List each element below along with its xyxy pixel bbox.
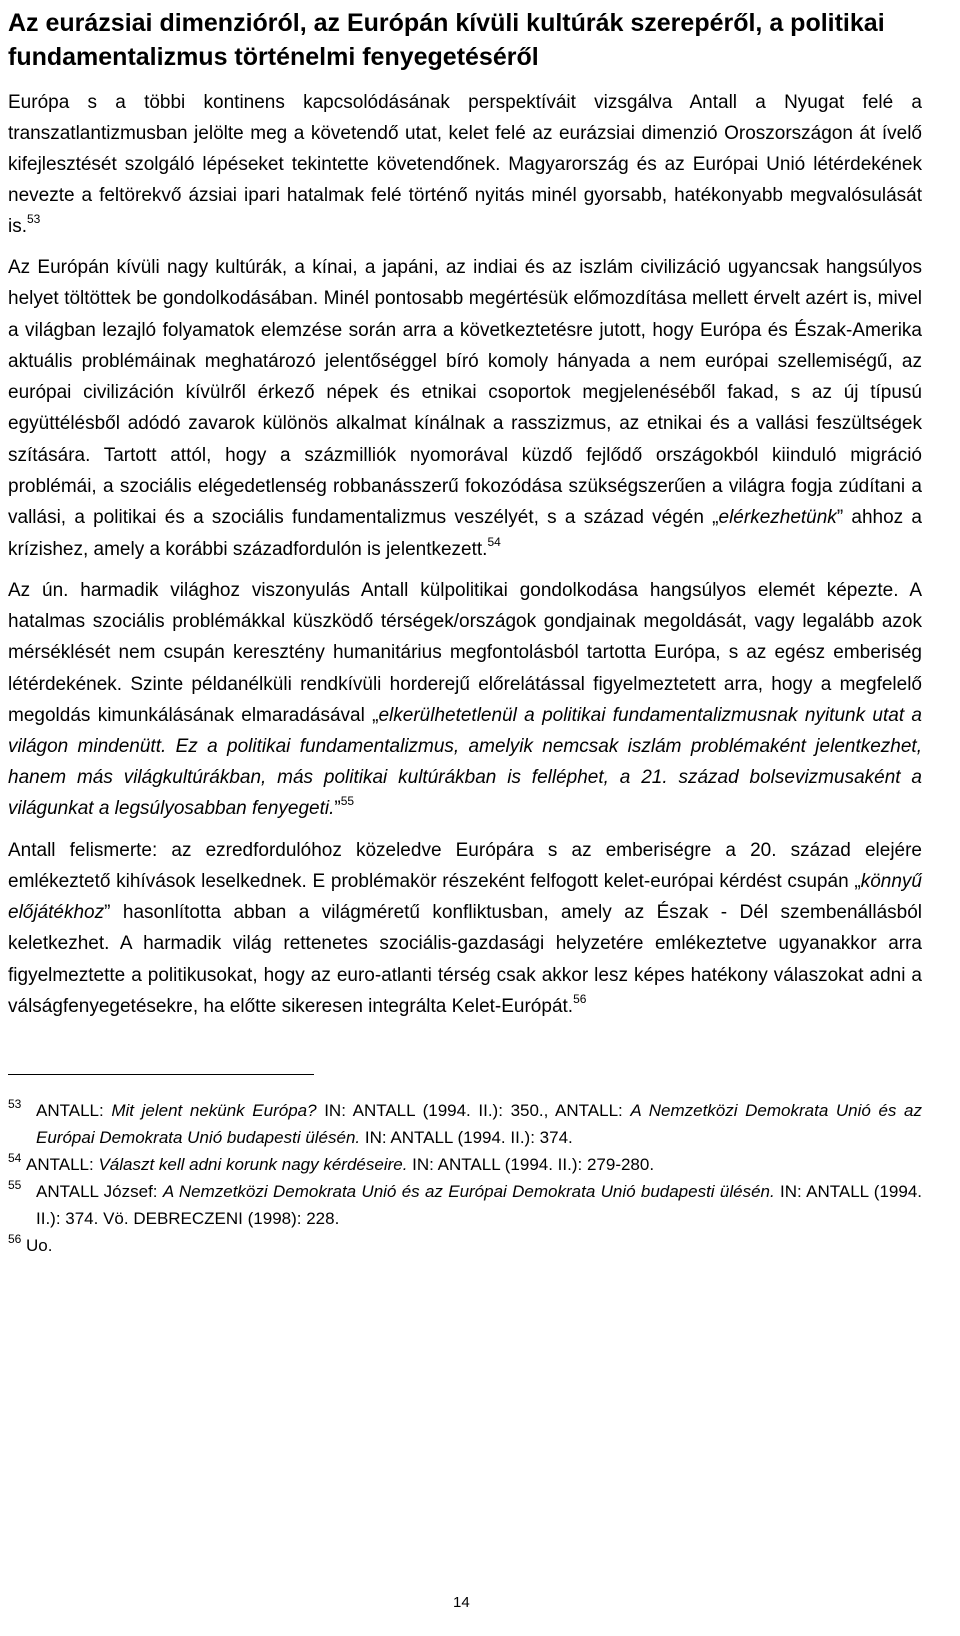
footnote-reference[interactable]: 55 — [340, 794, 355, 809]
footnote-number: 56 — [8, 1232, 22, 1247]
paragraph-text: ” hasonlította abban a világméretű konfliktusban, amely az Észak - Dél szembenállásból keletkezhet. A harmadik világ rettenetes szociális-gazdasági helyzetére emlékeztetve ugyanakkor arra figyelmeztette a politikusokat, hogy az euro-atlanti térség csak akkor lesz képes hatékony válaszokat adni a válságfenyegetésekre, ha előtte sikeresen integrálta Kelet-Európát. — [8, 902, 922, 1018]
paragraph-text: Antall felismerte: az ezredfordulóhoz közeledve Európára s az emberiségre a 20. század elejére emlékeztető kihívások leselkednek. E problémakör részeként felfogott kelet-európai kérdést csupán „ — [8, 839, 922, 892]
paragraph-text: Az Európán kívüli nagy kultúrák, a kínai, a japáni, az indiai és az iszlám civilizáció ugyancsak hangsúlyos helyet töltöttek be gondolkodásában. Minél pontosabb megértésük előmozdítása mellett érvelt azért is, mivel a világban lezajló folyamatok elemzése során arra a következtetésre jutott, hogy Európa és Észak-Amerika aktuális problémáinak meghatározó jelentőséggel bíró komoly hányada a nem európai szellemiségű, az európai civilizáción kívülről érkező népek és etnikai csoportok megjelenéséből fakad, s az új típusú együttélésből adódó zavarok különös alkalmat kínálnak a rasszizmus, az etnikai és a vallási feszültségek szítására. Tartott attól, hogy a százmilliók nyomorával küzdő fejlődő országokból kiinduló migráció problémái, a szociális elégedetlenség robbanásszerű fokozódása szükségszerűen a világra fogja zúdítani a vallási, a politikai és a szociális fundamentalizmus veszélyét, s a század végén „ — [8, 257, 922, 529]
paragraph-text: Európa s a többi kontinens kapcsolódásának perspektíváit vizsgálva Antall a Nyugat felé a transzatlantizmusban jelölte meg a követendő utat, kelet felé az eurázsiai dimenzió Oroszországon át ívelő kifejlesztését szolgáló lépéseket tekintette követendőnek. Magyarország és az Európai Unió létérdekének nevezte a feltörekvő ázsiai ipari hatalmak felé történő nyitás minél gyorsabb, hatékonyabb megvalósulását is. — [8, 92, 922, 237]
footnote-text: IN: ANTALL (1994. II.): 374. — [360, 1128, 573, 1148]
footnote-title: A Nemzetközi Demokrata Unió és az Európai Demokrata Unió budapesti ülésén. — [162, 1182, 775, 1202]
italic-quote: elérkezhetünk — [718, 507, 837, 529]
footnote-text: ANTALL József: — [36, 1182, 163, 1202]
section-title: Az eurázsiai dimenzióról, az Európán kívüli kultúrák szerepéről, a politikai fundamentalizmus történelmi fenyegetéséről — [8, 9, 885, 71]
footnote-text: ANTALL: — [36, 1101, 112, 1121]
footnote-title: A Nemzetközi Demokrata Unió és az Európai Demokrata Unió budapesti ülésén. — [36, 1101, 923, 1148]
body-paragraph — [8, 252, 922, 565]
footnote-number: 55 — [8, 1178, 22, 1193]
footnote-text: ANTALL: — [26, 1155, 99, 1175]
page-number: 14 — [453, 1594, 470, 1611]
footnote-reference[interactable]: 53 — [27, 212, 41, 226]
footnote-text: Uo. — [26, 1236, 53, 1256]
footnote — [8, 1097, 922, 1151]
body-paragraph — [8, 835, 922, 1023]
footnote-reference[interactable]: 54 — [487, 534, 501, 549]
footnotes — [8, 1097, 922, 1259]
paragraph-text: ” — [334, 798, 341, 820]
footnote-number: 53 — [8, 1097, 22, 1112]
footnote-text: IN: ANTALL (1994. II.): 374. Vö. DEBRECZENI (1998): 228. — [36, 1182, 922, 1229]
footnote-text: IN: ANTALL (1994. II.): 350., ANTALL: — [316, 1101, 631, 1121]
footnote — [8, 1178, 922, 1232]
footnote-title: Választ kell adni korunk nagy kérdéseire. — [98, 1155, 408, 1175]
footnote-text: IN: ANTALL (1994. II.): 279-280. — [407, 1155, 655, 1175]
document-page — [8, 0, 922, 1259]
paragraph-text: ” ahhoz a krízishez, amely a korábbi századfordulón is jelentkezett. — [8, 507, 922, 560]
footnote — [8, 1151, 922, 1178]
footnote-number: 54 — [8, 1151, 22, 1166]
body-paragraph — [8, 575, 922, 825]
footnote — [8, 1232, 922, 1259]
italic-quote: elkerülhetetlenül a politikai fundamentalizmusnak nyitunk utat a világon mindenütt. Ez a politikai fundamentalizmus, amelyik nemcsak iszlám problémaként jelentkezhet, hanem más világkultúrákban, más politikai kultúrákban is felléphet, a 21. század bolsevizmusaként a világunkat a legsúlyosabban fenyegeti. — [8, 704, 922, 820]
paragraph-text: Az ún. harmadik világhoz viszonyulás Antall külpolitikai gondolkodása hangsúlyos elemét képezte. A hatalmas szociális problémákkal küszködő térségek/országok gondjainak megoldását, vagy legalább azok mérséklését nem csupán keresztény humanitárius megfontolásból tartotta Európa, s az egész emberiség létérdekének. Szinte példanélküli rendkívüli horderejű előrelátással figyelmeztetett arra, hogy a megfelelő megoldás kimunkálásának elmaradásával „ — [8, 579, 922, 726]
footnote-title: Mit jelent nekünk Európa? — [111, 1101, 317, 1121]
italic-quote: könnyű előjátékhoz — [8, 870, 922, 924]
body-paragraph — [8, 87, 922, 242]
footnote-reference[interactable]: 56 — [573, 992, 587, 1007]
footnote-separator — [8, 1074, 314, 1075]
